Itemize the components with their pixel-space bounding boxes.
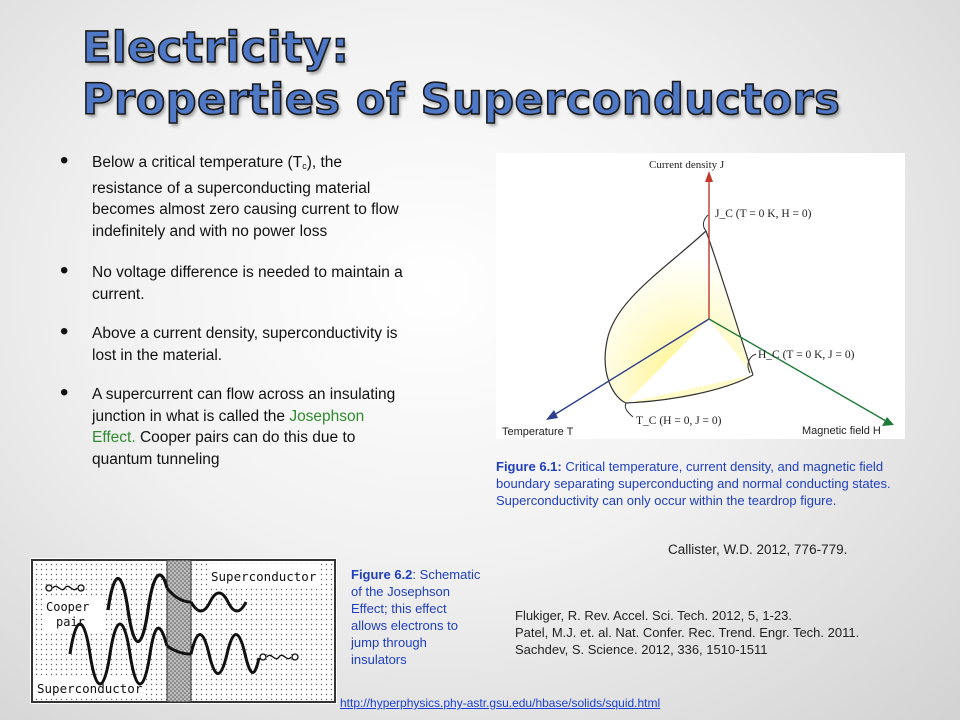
current-density-arrowhead	[705, 171, 713, 182]
tc-label: T_C (H = 0, J = 0)	[636, 415, 722, 427]
title-line-2: Properties of Superconductors	[82, 75, 841, 125]
tc-leader	[625, 403, 633, 417]
jc-label: J_C (T = 0 K, H = 0)	[715, 208, 812, 220]
insulator-barrier	[167, 560, 191, 702]
bullet-list	[60, 152, 410, 488]
hyperphysics-link[interactable]: http://hyperphysics.phy-astr.gsu.edu/hbase/solids/squid.html	[340, 696, 661, 710]
figure-2-caption	[351, 566, 486, 668]
figure-1-citation: Callister, W.D. 2012, 776-779.	[668, 542, 848, 557]
figure-josephson-schematic	[30, 558, 337, 704]
reference-item: Patel, M.J. et. al. Nat. Confer. Rec. Trend. Engr. Tech. 2011.	[515, 625, 860, 640]
teardrop-fill	[605, 231, 753, 403]
figure-1-caption-text: Critical temperature, current density, and magnetic field boundary separating superconducting and normal conducting states. Superconductivity can only occur within the teardrop figure.	[496, 459, 891, 508]
magnetic-field-label: Magnetic field H	[802, 425, 881, 437]
references-list	[515, 607, 859, 658]
slide-title	[82, 22, 840, 126]
figure-2-caption-label: Figure 6.2	[351, 567, 413, 582]
bullet-critical-temperature: • Below a critical temperature $(T_c)$, the resistance of a superconducting material becomes almost zero causing current to flow indefinitely and with no power loss	[60, 152, 410, 242]
figure-critical-surface	[496, 153, 905, 439]
bullet-current-density: • Above a current density, superconductivity is lost in the material.	[60, 323, 410, 366]
title-line-1: Electricity:	[82, 23, 350, 73]
josephson-effect-term: Josephson Effect.	[92, 407, 365, 446]
bottom-superconductor-label: Superconductor	[37, 681, 143, 696]
temperature-label: Temperature T	[502, 426, 574, 438]
reference-item: Sachdev, S. Science. 2012, 336, 1510-1511	[515, 642, 768, 657]
cooper-label-line-1: Cooper	[46, 600, 90, 614]
jc-leader	[703, 215, 708, 231]
figure-1-caption-label: Figure 6.1:	[496, 459, 562, 474]
temperature-arrowhead	[546, 410, 558, 420]
magnetic-field-arrowhead	[882, 417, 894, 426]
reference-item: Flukiger, R. Rev. Accel. Sci. Tech. 2012, 5, 1-23.	[515, 608, 792, 623]
cooper-label-line-2: pair	[56, 615, 85, 629]
critical-surface-diagram	[496, 153, 905, 439]
hc-label: H_C (T = 0 K, J = 0)	[758, 349, 855, 361]
current-density-label: Current density J	[649, 159, 725, 171]
figure-2-caption-text: : Schematic of the Josephson Effect; this effect allows electrons to jump through insulators	[351, 567, 481, 667]
top-superconductor-label: Superconductor	[211, 569, 317, 584]
magnetic-field-axis	[709, 319, 886, 421]
bullet-josephson: • A supercurrent can flow across an insulating junction in what is called the Josephson Effect. Cooper pairs can do this due to quantum tunneling	[60, 384, 410, 470]
bullet-no-voltage: • No voltage difference is needed to maintain a current.	[60, 262, 410, 305]
josephson-schematic-diagram	[30, 558, 337, 704]
figure-1-caption	[496, 458, 936, 509]
